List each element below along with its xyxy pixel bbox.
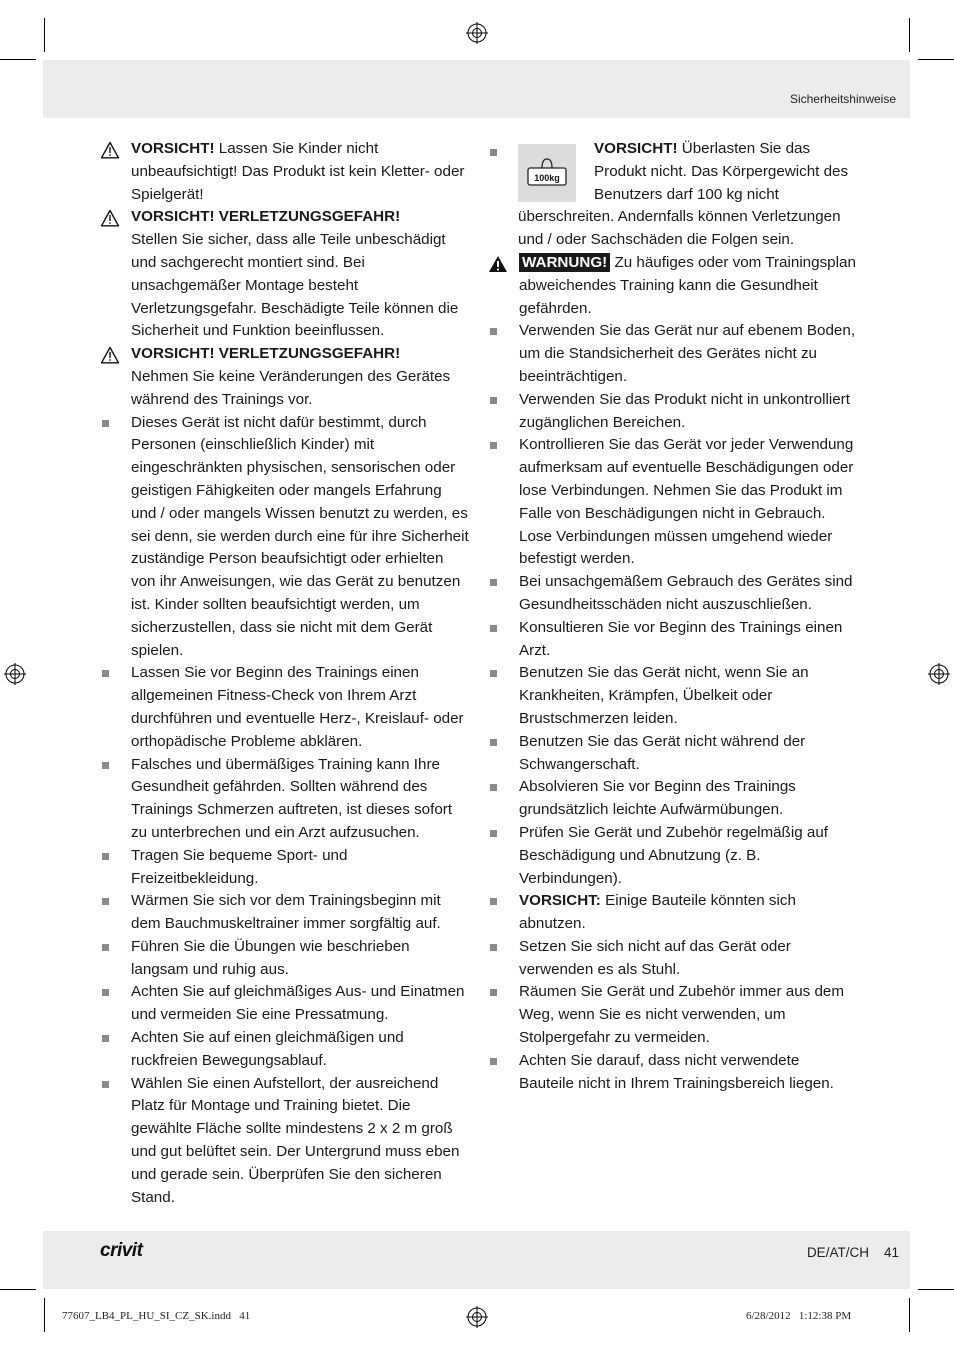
item-text: Tragen Sie bequeme Sport- und Freizeitbekleidung. — [131, 846, 348, 887]
crop-mark — [44, 1298, 45, 1332]
registration-mark-icon — [4, 663, 26, 685]
crop-mark — [0, 59, 36, 60]
item-text: Verwenden Sie das Produkt nicht in unkontrolliert zugänglichen Bereichen. — [519, 390, 850, 431]
list-item — [488, 617, 858, 663]
bullet-icon — [102, 898, 109, 905]
item-text: Konsultieren Sie vor Beginn des Trainings einen Arzt. — [519, 618, 843, 659]
list-item — [488, 662, 858, 730]
list-item — [488, 822, 858, 890]
registration-mark-icon — [928, 663, 950, 685]
page-num: 41 — [883, 1245, 899, 1260]
crop-mark — [0, 1289, 36, 1290]
bullet-icon — [102, 989, 109, 996]
weight-text: Überlasten Sie das Produkt nicht. Das Körpergewicht des Benutzers darf 100 kg nicht überschreiten. Andernfalls können Verletzungen und / oder Sachschäden die Folgen sein. — [518, 140, 849, 249]
list-item — [488, 571, 858, 617]
list-item — [488, 434, 858, 571]
bullet-icon — [490, 328, 497, 335]
weight-limit-item — [488, 138, 858, 252]
bullet-icon — [102, 670, 109, 677]
bullet-icon — [490, 830, 497, 837]
warning-label: VORSICHT! VERLETZUNGSGEFAHR! — [131, 208, 401, 226]
warning-item — [100, 138, 470, 206]
registration-mark-icon — [466, 1306, 488, 1328]
warning-triangle-icon — [100, 141, 120, 159]
weight-label: 100kg — [534, 173, 560, 183]
list-item — [100, 754, 470, 845]
bullet-icon — [102, 944, 109, 951]
left-column — [100, 138, 470, 1209]
bullet-icon — [102, 1081, 109, 1088]
warning-item — [488, 252, 858, 320]
header-band — [43, 60, 910, 118]
caution-label: VORSICHT: — [519, 892, 601, 910]
item-text: Verwenden Sie das Gerät nur auf ebenem Boden, um die Standsicherheit des Gerätes nicht zu beeinträchtigen. — [519, 322, 856, 385]
weight-100kg-icon — [518, 144, 576, 202]
bullet-icon — [490, 670, 497, 677]
warning-item — [100, 343, 470, 411]
item-text: Kontrollieren Sie das Gerät vor jeder Verwendung aufmerksam auf eventuelle Beschädigungen oder lose Verbindungen. Nehmen Sie das Produkt im Falle von Beschädigungen nicht in Gebrauch. Lose Verbindungen müssen umgehend wieder befestigt werden. — [519, 436, 854, 568]
warning-label: VORSICHT! VERLETZUNGSGEFAHR! — [131, 345, 401, 363]
bullet-icon — [490, 739, 497, 746]
warning-label: VORSICHT! — [131, 140, 215, 157]
bullet-icon — [102, 762, 109, 769]
list-item — [100, 936, 470, 982]
crop-mark — [918, 1289, 954, 1290]
crop-mark — [44, 18, 45, 52]
item-text: Bei unsachgemäßem Gebrauch des Gerätes sind Gesundheitsschäden nicht auszuschließen. — [519, 573, 853, 613]
list-item — [100, 981, 470, 1027]
footer-band — [43, 1231, 910, 1289]
bullet-icon — [490, 989, 497, 996]
list-item — [488, 890, 858, 936]
list-item — [100, 662, 470, 753]
bullet-icon — [490, 625, 497, 632]
item-text: Absolvieren Sie vor Beginn des Trainings grundsätzlich leichte Aufwärmübungen. — [519, 778, 796, 819]
bullet-icon — [490, 784, 497, 791]
list-item — [488, 1050, 858, 1096]
right-column — [488, 138, 858, 1095]
item-text: Falsches und übermäßiges Training kann Ihre Gesundheit gefährden. Sollten während des Trainings Schmerzen auftreten, ist dieses sofort zu unterbrechen und ein Arzt aufzusuchen. — [131, 755, 453, 841]
item-text: Wärmen Sie sich vor dem Trainingsbeginn mit dem Bauchmuskeltrainer immer sorgfältig auf. — [131, 892, 441, 933]
item-text: Nehmen Sie keine Veränderungen des Gerätes während des Trainings vor. — [131, 367, 451, 408]
warning-text: Zu häufiges oder vom Trainingsplan abweichendes Training kann die Gesundheit gefährden. — [519, 253, 856, 317]
crop-mark — [909, 1298, 910, 1332]
section-title: Sicherheitshinweise — [789, 92, 896, 106]
item-text: Prüfen Sie Gerät und Zubehör regelmäßig auf Beschädigung und Abnutzung (z. B. Verbindungen). — [519, 823, 828, 887]
weight-label-caution: VORSICHT! — [594, 140, 678, 157]
bullet-icon — [490, 442, 497, 449]
bullet-icon — [102, 853, 109, 860]
item-text: Stellen Sie sicher, dass alle Teile unbeschädigt und sachgerecht montiert sind. Bei unsachgemäßer Montage besteht Verletzungsgefahr. Beschädigte Teile können die Sicherheit und Funktion beeinflussen. — [131, 231, 459, 340]
list-item — [488, 936, 858, 982]
item-text: Achten Sie auf gleichmäßiges Aus- und Einatmen und vermeiden Sie eine Pressatmung. — [131, 983, 465, 1024]
list-item — [488, 731, 858, 777]
item-text: Lassen Sie Kinder nicht unbeaufsichtigt! Das Produkt ist kein Kletter- oder Spielgerät! — [131, 140, 465, 203]
brand-logo: crivit — [100, 1240, 143, 1261]
warning-triangle-filled-icon — [488, 255, 508, 273]
bullet-icon — [102, 420, 109, 427]
warning-item — [100, 206, 470, 343]
list-item — [100, 1073, 470, 1210]
bullet-icon — [490, 1058, 497, 1065]
item-text: Achten Sie auf einen gleichmäßigen und ruckfreien Bewegungsablauf. — [131, 1029, 404, 1069]
item-text: Räumen Sie Gerät und Zubehör immer aus dem Weg, wenn Sie es nicht verwenden, um Stolpergefahr zu vermeiden. — [519, 983, 844, 1047]
item-text: Führen Sie die Übungen wie beschrieben langsam und ruhig aus. — [131, 937, 410, 978]
page-number — [807, 1245, 899, 1260]
bullet-icon — [490, 397, 497, 404]
list-item — [488, 320, 858, 388]
bullet-icon — [490, 944, 497, 951]
item-text: Lassen Sie vor Beginn des Trainings einen allgemeinen Fitness-Check von Ihrem Arzt durchführen und eventuelle Herz-, Kreislauf- oder orthopädische Probleme abklären. — [131, 664, 464, 750]
item-text: Wählen Sie einen Aufstellort, der ausreichend Platz für Montage und Training bietet. Die gewählte Fläche sollte mindestens 2 x 2 m groß und gut belüftet sein. Der Untergrund muss eben und gerade sein. Überprüfen Sie den sicheren Stand. — [131, 1074, 460, 1206]
right-list — [488, 320, 858, 1095]
list-item — [488, 776, 858, 822]
warning-triangle-icon — [100, 209, 120, 227]
list-item — [100, 845, 470, 891]
crop-mark — [909, 18, 910, 52]
crop-mark — [918, 59, 954, 60]
item-text: Setzen Sie sich nicht auf das Gerät oder verwenden es als Stuhl. — [519, 937, 791, 978]
slug-date: 6/28/2012 1:12:38 PM — [746, 1310, 852, 1322]
item-text: Benutzen Sie das Gerät nicht, wenn Sie an Krankheiten, Krämpfen, Übelkeit oder Brustschmerzen leiden. — [519, 664, 809, 727]
list-item — [100, 1027, 470, 1073]
item-text: Achten Sie darauf, dass nicht verwendete Bauteile nicht in Ihrem Trainingsbereich liegen. — [519, 1051, 834, 1092]
list-item — [100, 412, 470, 663]
bullet-icon — [490, 579, 497, 586]
list-item — [100, 890, 470, 936]
slug-file: 77607_LB4_PL_HU_SI_CZ_SK.indd 41 — [62, 1310, 251, 1322]
list-item — [488, 389, 858, 435]
warning-triangle-icon — [100, 346, 120, 364]
region-code: DE/AT/CH — [806, 1245, 869, 1260]
bullet-icon — [102, 1035, 109, 1042]
item-text: Dieses Gerät ist nicht dafür bestimmt, durch Personen (einschließlich Kinder) mit eingeschränkten physischen, sensorischen oder geistigen Fähigkeiten oder mangels Erfahrung und / oder mangels Wissen benutzt zu werden, es sei denn, sie werden durch eine für ihre Sicherheit zuständige Person beaufsichtigt oder erhielten von ihr Anweisungen, wie das Gerät zu benutzen ist. Kinder sollten beaufsichtigt werden, um sicherzustellen, dass sie nicht mit dem Gerät spielen. — [131, 413, 469, 659]
bullet-icon — [490, 898, 497, 905]
list-item — [488, 981, 858, 1049]
bullet-icon — [490, 149, 497, 156]
item-text: Einige Bauteile könnten sich abnutzen. — [519, 892, 796, 933]
warning-badge: WARNUNG! — [519, 253, 610, 272]
registration-mark-icon — [466, 22, 488, 44]
item-text: Benutzen Sie das Gerät nicht während der Schwangerschaft. — [519, 732, 806, 773]
